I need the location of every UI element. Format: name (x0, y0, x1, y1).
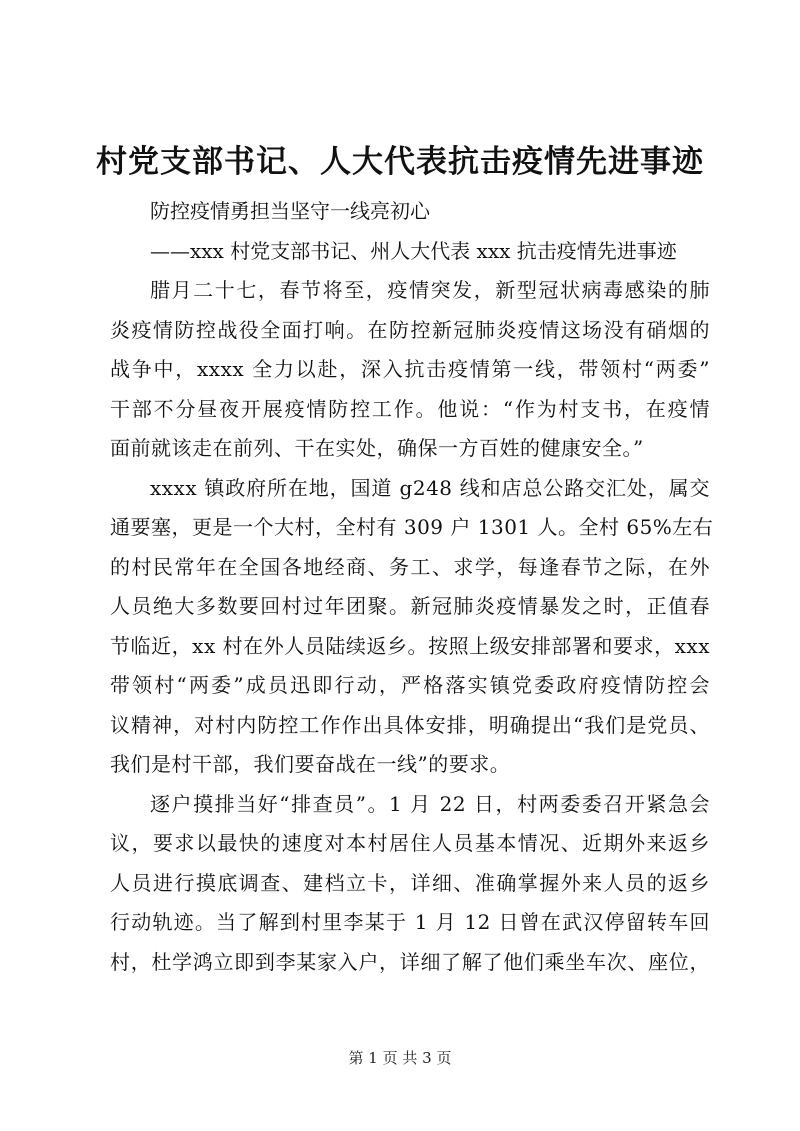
paragraph-line: 人员进行摸底调查、建档立卡，详细、准确掌握外来人员的返乡 (110, 870, 710, 895)
document-title: 村党支部书记、人大代表抗击疫情先进事迹 (96, 144, 704, 180)
paragraph-line: xxxx 镇政府所在地，国道 g248 线和店总公路交汇处，属交 (150, 475, 710, 500)
paragraph-line: 节临近，xx 村在外人员陆续返乡。按照上级安排部署和要求，xxx (110, 633, 710, 658)
paragraph-line: 面前就该走在前列、干在实处，确保一方百姓的健康安全。” (110, 436, 644, 460)
paragraph-line: 我们是村干部，我们要奋战在一线”的要求。 (110, 752, 511, 776)
paragraph-2 (110, 469, 714, 785)
paragraph-line: 议精神，对村内防控工作作出具体安排，明确提出“我们是党员、 (110, 712, 710, 737)
paragraph-line: 炎疫情防控战役全面打响。在防控新冠肺炎疫情这场没有硝烟的 (110, 317, 710, 342)
paragraph-line: 战争中，xxxx 全力以赴，深入抗击疫情第一线，带领村“两委” (110, 357, 710, 381)
page-number-footer: 第 1 页 共 3 页 (348, 1049, 452, 1067)
paragraph-line: 干部不分昼夜开展疫情防控工作。他说：“作为村支书，在疫情 (110, 396, 710, 421)
paragraph-line: 村，杜学鸿立即到李某家入户，详细了解了他们乘坐车次、座位， (110, 949, 710, 974)
document-body (110, 192, 714, 982)
paragraph-line: 人员绝大多数要回村过年团聚。新冠肺炎疫情暴发之时，正值春 (110, 594, 710, 618)
paragraph-line: 逐户摸排当好“排查员”。1 月 22 日，村两委委召开紧急会 (150, 791, 710, 816)
paragraph-1 (110, 271, 710, 469)
paragraph-line: 议，要求以最快的速度对本村居住人员基本情况、近期外来返乡 (110, 831, 710, 855)
paragraph-line: 通要塞，更是一个大村，全村有 309 户 1301 人。全村 65%左右 (110, 515, 714, 539)
paragraph-3 (110, 785, 710, 983)
paragraph-line: 行动轨迹。当了解到村里李某于 1 月 12 日曾在武汉停留转车回 (110, 910, 710, 934)
document-subtitle: 防控疫情勇担当坚守一线亮初心 (150, 199, 430, 223)
paragraph-line: 的村民常年在全国各地经商、务工、求学，每逢春节之际，在外 (110, 554, 710, 579)
paragraph-line: 带领村“两委”成员迅即行动，严格落实镇党委政府疫情防控会 (110, 673, 710, 697)
paragraph-line: 腊月二十七，春节将至，疫情突发，新型冠状病毒感染的肺 (150, 278, 710, 302)
document-byline: ——xxx 村党支部书记、州人大代表 xxx 抗击疫情先进事迹 (150, 238, 677, 263)
